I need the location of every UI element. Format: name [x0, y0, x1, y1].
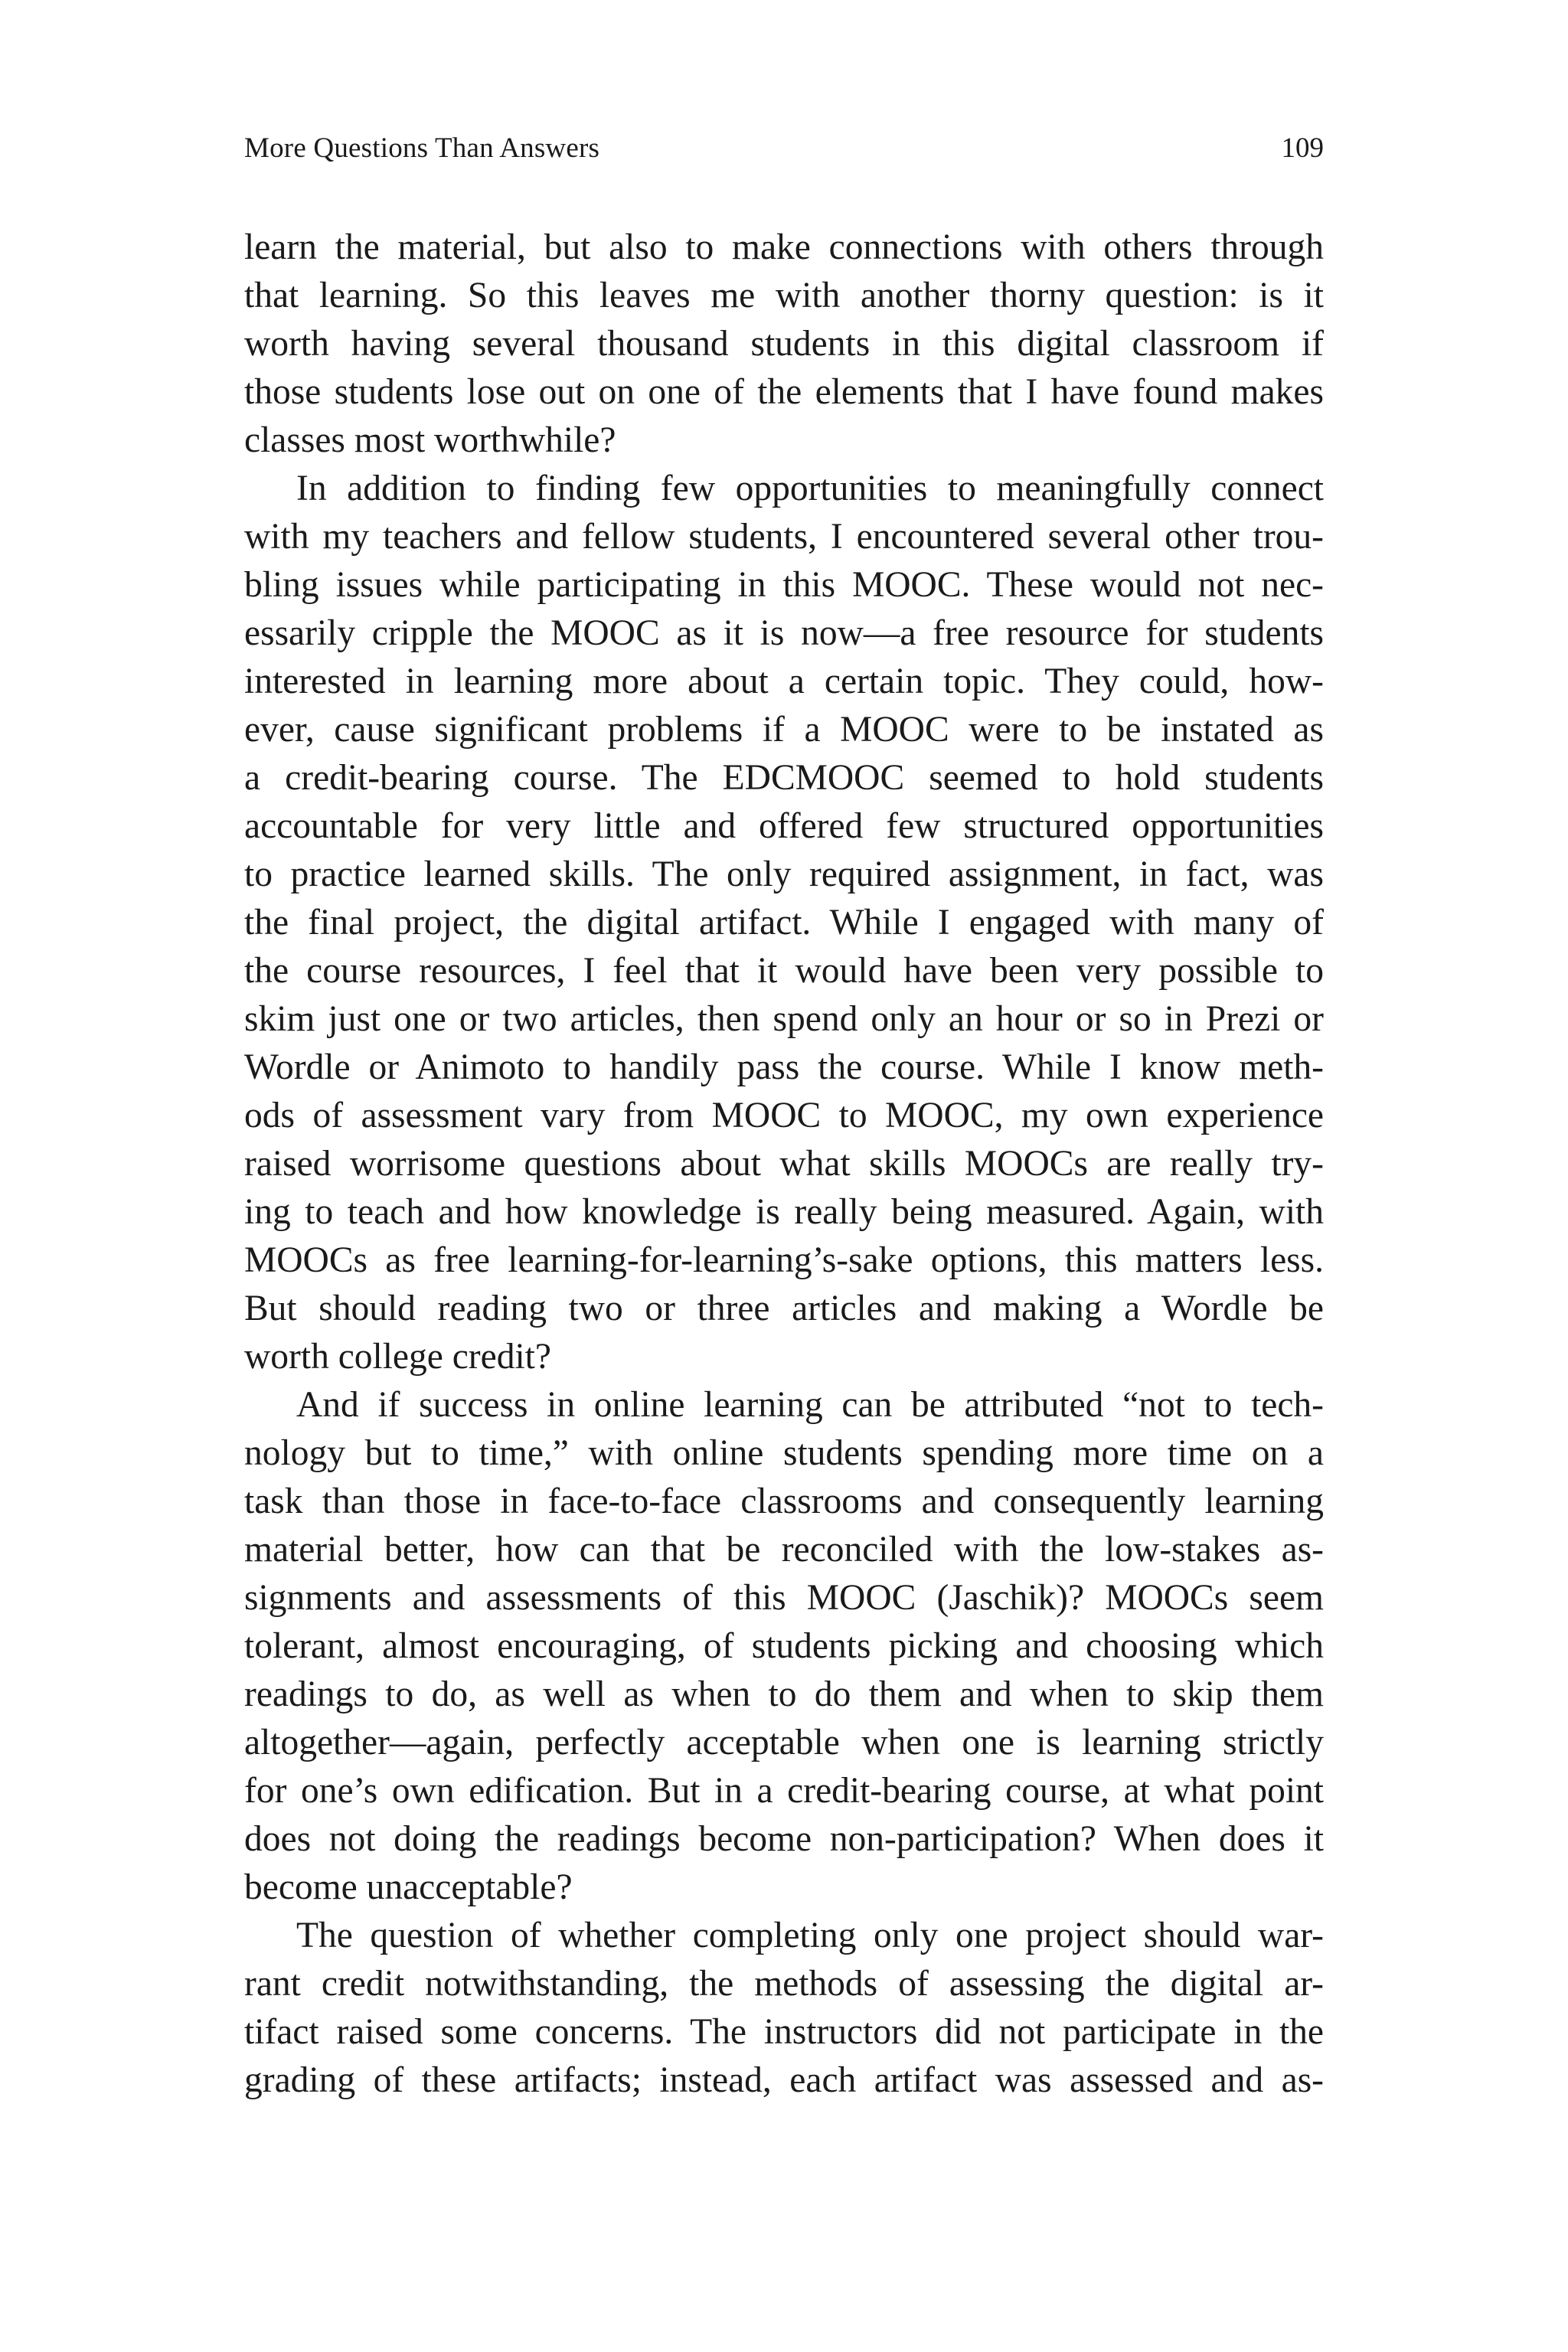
text-line: rant credit notwithstanding, the methods of assessing the digital ar- — [244, 1964, 1324, 2004]
paragraph-last-line: worth college credit? — [244, 1337, 551, 1377]
text-line: nology but to time,” with online students spending more time on a — [244, 1433, 1324, 1473]
page-number: 109 — [1281, 132, 1324, 164]
text-line: altogether—again, perfectly acceptable when one is learning strictly — [244, 1723, 1324, 1762]
paragraph-first-line: And if success in online learning can be attributed “not to tech- — [296, 1385, 1324, 1425]
text-line: skim just one or two articles, then spend only an hour or so in Prezi or — [244, 999, 1324, 1039]
paragraph-last-line: classes most worthwhile? — [244, 420, 616, 460]
text-line: bling issues while participating in this MOOC. These would not nec- — [244, 565, 1324, 605]
text-line: readings to do, as well as when to do them and when to skip them — [244, 1674, 1324, 1714]
text-line: with my teachers and fellow students, I encountered several other trou- — [244, 517, 1324, 557]
text-line: task than those in face-to-face classrooms and consequently learning — [244, 1481, 1324, 1521]
running-head-title: More Questions Than Answers — [244, 132, 600, 164]
text-line: ing to teach and how knowledge is really being measured. Again, with — [244, 1192, 1324, 1232]
text-line: the course resources, I feel that it would have been very possible to — [244, 951, 1324, 991]
text-line: does not doing the readings become non-participation? When does it — [244, 1819, 1324, 1859]
text-line: ever, cause significant problems if a MOOC were to be instated as — [244, 710, 1324, 750]
text-line: to practice learned skills. The only required assignment, in fact, was — [244, 854, 1324, 894]
text-line: signments and assessments of this MOOC (Jaschik)? MOOCs seem — [244, 1578, 1324, 1618]
paragraph-first-line: In addition to finding few opportunities to meaningfully connect — [296, 469, 1324, 508]
text-line: grading of these artifacts; instead, each artifact was assessed and as- — [244, 2060, 1324, 2100]
text-line: the final project, the digital artifact. While I engaged with many of — [244, 903, 1324, 942]
text-line: for one’s own edification. But in a credit-bearing course, at what point — [244, 1771, 1324, 1811]
paragraph-first-line: The question of whether completing only one project should war- — [296, 1916, 1324, 1955]
text-line: material better, how can that be reconciled with the low-stakes as- — [244, 1530, 1324, 1570]
text-line: those students lose out on one of the elements that I have found makes — [244, 372, 1324, 412]
text-line: raised worrisome questions about what skills MOOCs are really try- — [244, 1144, 1324, 1184]
text-line: accountable for very little and offered few structured opportunities — [244, 806, 1324, 846]
text-line: a credit-bearing course. The EDCMOOC seemed to hold students — [244, 758, 1324, 798]
text-line: ods of assessment vary from MOOC to MOOC, my own experience — [244, 1096, 1324, 1135]
text-line: But should reading two or three articles and making a Wordle be — [244, 1289, 1324, 1328]
text-line: MOOCs as free learning-for-learning’s-sake options, this matters less. — [244, 1240, 1324, 1280]
text-line: tolerant, almost encouraging, of students picking and choosing which — [244, 1626, 1324, 1666]
text-line: learn the material, but also to make connections with others through — [244, 227, 1324, 267]
text-line: tifact raised some concerns. The instructors did not participate in the — [244, 2012, 1324, 2052]
text-line: interested in learning more about a certain topic. They could, how- — [244, 662, 1324, 701]
paragraph-last-line: become unacceptable? — [244, 1867, 573, 1907]
text-line: that learning. So this leaves me with another thorny question: is it — [244, 276, 1324, 315]
running-header — [244, 126, 1324, 172]
text-line: worth having several thousand students in this digital classroom if — [244, 324, 1324, 364]
text-line: Wordle or Animoto to handily pass the course. While I know meth- — [244, 1047, 1324, 1087]
text-line: essarily cripple the MOOC as it is now—a free resource for students — [244, 613, 1324, 653]
